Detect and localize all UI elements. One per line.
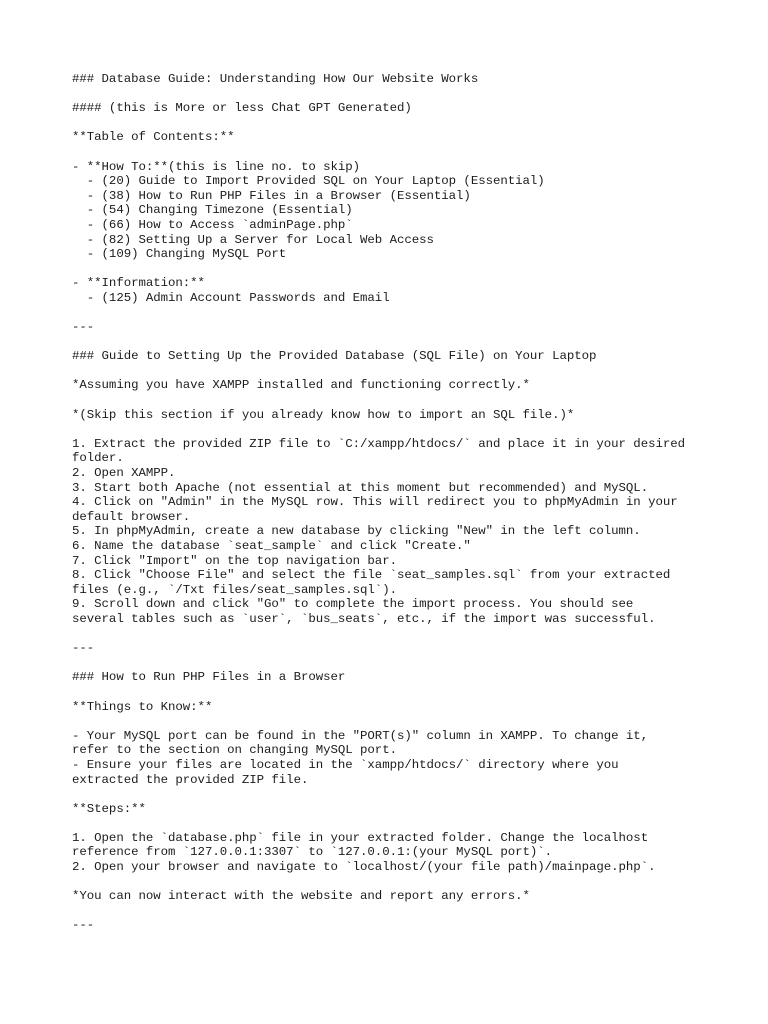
text-line: - Ensure your files are located in the `xampp/htdocs/` directory where you xyxy=(72,757,619,772)
text-line: 5. In phpMyAdmin, create a new database by clicking "New" in the left column. xyxy=(72,524,641,539)
blank-line xyxy=(72,714,712,729)
text-line: - (38) How to Run PHP Files in a Browser (Essential) xyxy=(72,188,471,203)
text-block xyxy=(72,831,712,875)
text-line: 4. Click on "Admin" in the MySQL row. This will redirect you to phpMyAdmin in your xyxy=(72,495,678,510)
text-block xyxy=(72,276,712,305)
text-line: folder. xyxy=(72,451,124,466)
text-block xyxy=(72,349,712,364)
text-block xyxy=(72,72,712,87)
text-line: *(Skip this section if you already know how to import an SQL file.)* xyxy=(72,407,575,422)
text-line: ### Database Guide: Understanding How Our Website Works xyxy=(72,72,479,86)
text-block xyxy=(72,729,712,787)
text-line: --- xyxy=(72,641,95,656)
blank-line xyxy=(72,145,712,160)
text-line: **Things to Know:** xyxy=(72,699,213,714)
text-block xyxy=(72,918,712,933)
text-line: 1. Open the `database.php` file in your extracted folder. Change the localhost xyxy=(72,830,649,845)
text-line: 6. Name the database `seat_sample` and click "Create." xyxy=(72,539,471,553)
text-block xyxy=(72,889,712,904)
blank-line xyxy=(72,816,712,831)
blank-line xyxy=(72,364,712,379)
blank-line xyxy=(72,904,712,919)
text-line: - Your MySQL port can be found in the "PORT(s)" column in XAMPP. To change it, xyxy=(72,728,649,743)
text-line: - (82) Setting Up a Server for Local Web Access xyxy=(72,232,434,247)
text-line: 2. Open your browser and navigate to `localhost/(your file path)/mainpage.php`. xyxy=(72,860,656,875)
text-line: default browser. xyxy=(72,509,191,524)
document-body xyxy=(72,72,712,933)
text-line: 7. Click "Import" on the top navigation bar. xyxy=(72,553,397,568)
text-block xyxy=(72,160,712,262)
blank-line xyxy=(72,787,712,802)
text-block xyxy=(72,130,712,145)
text-block xyxy=(72,437,712,627)
text-block xyxy=(72,670,712,685)
blank-line xyxy=(72,393,712,408)
blank-line xyxy=(72,335,712,350)
text-line: --- xyxy=(72,918,95,933)
text-line: #### (this is More or less Chat GPT Generated) xyxy=(72,101,412,116)
text-line: 1. Extract the provided ZIP file to `C:/xampp/htdocs/` and place it in your desired xyxy=(72,436,686,451)
text-line: *Assuming you have XAMPP installed and functioning correctly.* xyxy=(72,378,530,393)
text-line: 9. Scroll down and click "Go" to complete the import process. You should see xyxy=(72,597,634,612)
text-line: ### Guide to Setting Up the Provided Database (SQL File) on Your Laptop xyxy=(72,349,597,364)
text-line: - (109) Changing MySQL Port xyxy=(72,247,287,262)
text-block xyxy=(72,641,712,656)
text-line: several tables such as `user`, `bus_seats`, etc., if the import was successful. xyxy=(72,611,656,626)
text-line: ### How to Run PHP Files in a Browser xyxy=(72,670,346,685)
text-block xyxy=(72,320,712,335)
text-line: - **Information:** xyxy=(72,276,205,291)
text-line: 3. Start both Apache (not essential at this moment but recommended) and MySQL. xyxy=(72,480,649,495)
text-line: - (125) Admin Account Passwords and Email xyxy=(72,290,390,305)
text-line: **Steps:** xyxy=(72,801,146,816)
blank-line xyxy=(72,627,712,642)
blank-line xyxy=(72,422,712,437)
text-block xyxy=(72,700,712,715)
blank-line xyxy=(72,685,712,700)
blank-line xyxy=(72,262,712,277)
text-line: **Table of Contents:** xyxy=(72,130,235,145)
blank-line xyxy=(72,306,712,321)
text-line: 8. Click "Choose File" and select the file `seat_samples.sql` from your extracted xyxy=(72,568,671,583)
text-line: extracted the provided ZIP file. xyxy=(72,772,309,787)
blank-line xyxy=(72,875,712,890)
text-line: --- xyxy=(72,320,95,335)
text-line: 2. Open XAMPP. xyxy=(72,466,176,481)
text-line: - (20) Guide to Import Provided SQL on Your Laptop (Essential) xyxy=(72,174,545,189)
text-line: - **How To:**(this is line no. to skip) xyxy=(72,159,361,174)
text-line: reference from `127.0.0.1:3307` to `127.0.0.1:(your MySQL port)`. xyxy=(72,845,553,860)
text-line: *You can now interact with the website and report any errors.* xyxy=(72,889,530,904)
text-block xyxy=(72,408,712,423)
text-block xyxy=(72,101,712,116)
text-line: refer to the section on changing MySQL port. xyxy=(72,743,397,758)
text-line: - (54) Changing Timezone (Essential) xyxy=(72,203,353,218)
blank-line xyxy=(72,116,712,131)
text-block xyxy=(72,378,712,393)
blank-line xyxy=(72,656,712,671)
text-line: - (66) How to Access `adminPage.php` xyxy=(72,217,353,232)
text-line: files (e.g., `/Txt files/seat_samples.sql`). xyxy=(72,582,397,597)
blank-line xyxy=(72,87,712,102)
text-block xyxy=(72,802,712,817)
